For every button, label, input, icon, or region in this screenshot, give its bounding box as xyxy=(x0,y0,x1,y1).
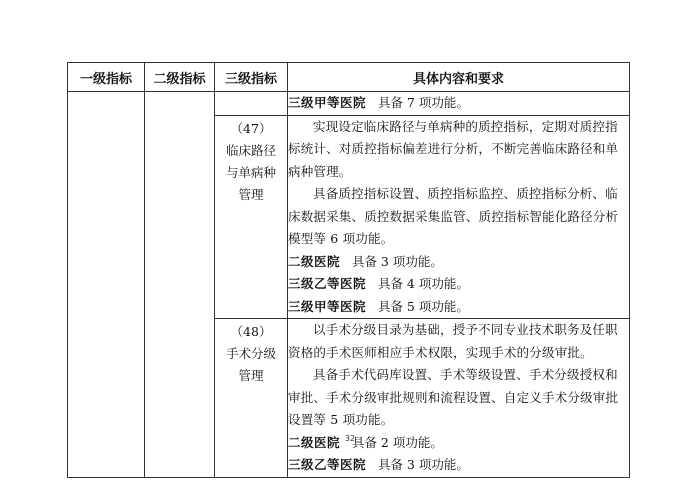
content-paragraph: 以手术分级目录为基础，授予不同专业技术职务及任职资格的手术医师相应手术权限，实现手术的分级审批。 xyxy=(288,322,618,360)
indicator-index: （48） xyxy=(230,324,272,339)
header-row xyxy=(68,63,630,92)
indicator-table xyxy=(67,62,630,478)
grade-label: 三级乙等医院 xyxy=(288,276,367,291)
level3-cell xyxy=(215,115,288,319)
page-number: 32 xyxy=(344,434,356,443)
grade-text: 具备 4 项功能。 xyxy=(377,276,469,291)
content-cell xyxy=(288,92,630,116)
grade-text: 具备 2 项功能。 xyxy=(351,434,443,450)
header-level1: 一级指标 xyxy=(68,63,145,92)
grade-text: 具备 3 项功能。 xyxy=(351,253,443,269)
grade-label: 三级乙等医院 xyxy=(288,457,367,472)
header-level2: 二级指标 xyxy=(145,63,215,92)
content-paragraph: 具备手术代码库设置、手术等级设置、手术分级授权和审批、手术分级审批规则和流程设置、自定义手术分级审批设置等 5 项功能。 xyxy=(288,367,619,427)
header-content: 具体内容和要求 xyxy=(288,63,630,92)
grade-text: 具备 3 项功能。 xyxy=(377,457,469,472)
grade-line xyxy=(288,92,629,115)
grade-text: 具备 7 项功能。 xyxy=(377,95,469,110)
header-level3: 三级指标 xyxy=(215,63,288,92)
content-cell xyxy=(288,319,630,478)
grade-line xyxy=(288,251,629,274)
grade-label: 二级医院 xyxy=(288,434,341,450)
content-paragraph: 具备质控指标设置、质控指标监控、质控指标分析、临床数据采集、质控数据采集监管、质控指标智能化路径分析模型等 6 项功能。 xyxy=(288,186,619,246)
content-cell xyxy=(288,115,630,319)
grade-label: 二级医院 xyxy=(288,253,341,269)
grade-line xyxy=(288,454,629,477)
level1-cell xyxy=(68,92,145,478)
grade-line xyxy=(288,296,629,319)
grade-label: 三级甲等医院 xyxy=(288,95,367,110)
level3-cell xyxy=(215,319,288,478)
indicator-name: 手术分级管理 xyxy=(225,346,276,383)
level3-cell xyxy=(215,92,288,116)
grade-line xyxy=(288,273,629,296)
indicator-name: 临床路径与单病种管理 xyxy=(225,142,276,202)
indicator-index: （47） xyxy=(230,120,272,136)
grade-label: 三级甲等医院 xyxy=(288,298,367,314)
grade-text: 具备 5 项功能。 xyxy=(377,298,469,314)
content-paragraph: 实现设定临床路径与单病种的质控指标，定期对质控指标统计、对质控指标偏差进行分析，不断完善临床路径和单病种管理。 xyxy=(288,118,619,179)
table-row xyxy=(68,92,630,116)
level2-cell xyxy=(145,92,215,478)
